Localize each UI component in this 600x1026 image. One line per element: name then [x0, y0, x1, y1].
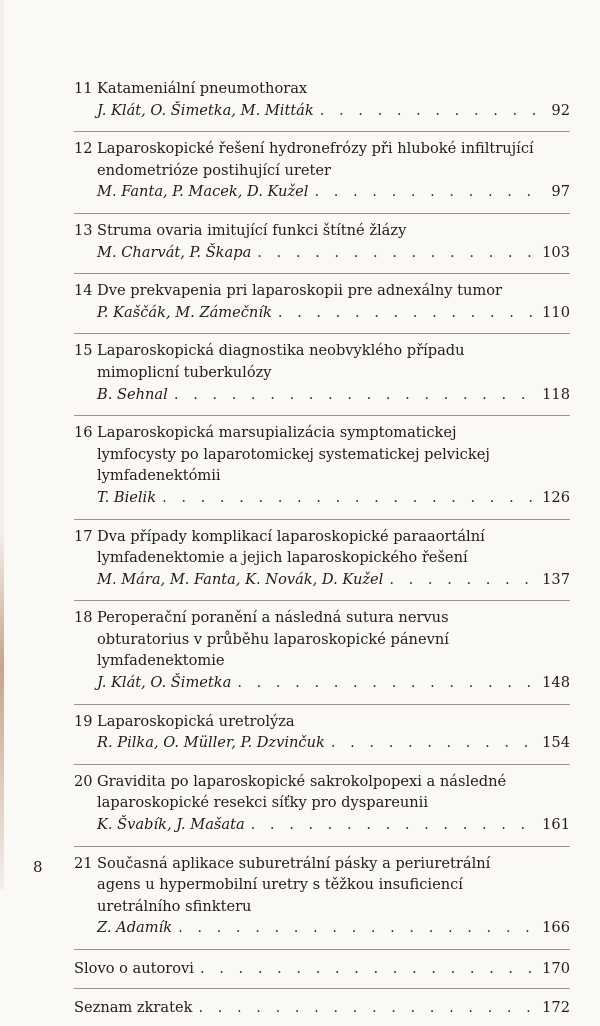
dot-leader: [251, 814, 536, 836]
author-line: [97, 569, 570, 591]
toc-title-line: [74, 280, 570, 302]
extra-page: 172: [542, 998, 570, 1016]
chapter-authors: M. Fanta, P. Macek, D. Kužel: [97, 183, 309, 201]
chapter-authors: K. Švabík, J. Mašata: [97, 816, 245, 834]
extra-line: [74, 997, 570, 1019]
toc-title-line: [74, 853, 570, 875]
chapter-title: Současná aplikace suburetrální pásky a periuretrální: [97, 854, 491, 872]
toc-title-line: [74, 629, 570, 651]
toc-entry: [74, 131, 570, 213]
author-line: [97, 100, 570, 122]
toc-entry: [74, 600, 570, 703]
chapter-title: lymfadenektomie a jejich laparoskopického řešení: [97, 549, 468, 567]
dot-leader: [257, 242, 536, 264]
chapter-page: 137: [542, 570, 570, 588]
table-of-contents: [74, 78, 570, 1026]
author-line: [97, 732, 570, 754]
toc-title-line: [74, 526, 570, 548]
page-edge: [0, 0, 4, 889]
chapter-title: Struma ovaria imitující funkci štítné žlázy: [97, 221, 407, 239]
toc-title-line: [74, 711, 570, 733]
chapter-number: [74, 444, 97, 466]
dot-leader: [331, 732, 536, 754]
chapter-number: 17: [74, 527, 93, 545]
toc-title-line: [74, 896, 570, 918]
chapter-number: 11: [74, 80, 93, 97]
chapter-page: 97: [551, 183, 570, 201]
dot-leader: [320, 100, 538, 122]
chapter-title: Laparoskopické řešení hydronefrózy při hluboké infiltrující: [97, 140, 534, 158]
toc-title-line: [74, 771, 570, 793]
dot-leader: [174, 384, 536, 406]
chapter-authors: Z. Adamík: [97, 919, 173, 937]
chapter-title: obturatorius v průběhu laparoskopické pánevní: [97, 630, 449, 648]
toc-title-line: [74, 138, 570, 160]
toc-entry: [74, 415, 570, 518]
chapter-title: mimoplicní tuberkulózy: [97, 363, 272, 381]
chapter-number: [74, 547, 97, 569]
chapter-page: 148: [542, 674, 570, 692]
toc-title-line: [74, 220, 570, 242]
chapter-title: agens u hypermobilní uretry s těžkou insuficiencí: [97, 876, 463, 894]
toc-entry: [74, 704, 570, 764]
toc-title-line: [74, 607, 570, 629]
chapter-number: [74, 792, 97, 814]
author-line: [97, 487, 570, 509]
chapter-title: lymfadenektomie: [97, 652, 225, 670]
chapter-authors: M. Mára, M. Fanta, K. Novák, D. Kužel: [97, 570, 384, 588]
toc-title-line: [74, 78, 570, 100]
chapter-title: lymfocysty po laparotomickej systematickej pelvickej: [97, 445, 490, 463]
toc-title-line: [74, 362, 570, 384]
dot-leader: [278, 302, 536, 324]
chapter-number: [74, 896, 97, 918]
toc-entry: [74, 213, 570, 273]
toc-title-line: [74, 547, 570, 569]
chapter-number: 12: [74, 140, 93, 158]
toc-title-line: [74, 160, 570, 182]
chapter-title: lymfadenektómii: [97, 467, 221, 485]
chapter-page: 161: [542, 816, 570, 834]
author-line: [97, 302, 570, 324]
chapter-authors: J. Klát, O. Šimetka: [97, 674, 232, 692]
extra-title: Slovo o autorovi: [74, 960, 194, 977]
dot-leader: [237, 672, 536, 694]
chapter-authors: P. Kaščák, M. Zámečník: [97, 303, 272, 321]
toc-entry-extra: [74, 988, 570, 1026]
chapter-page: 126: [542, 488, 570, 506]
toc-title-line: [74, 792, 570, 814]
chapter-number: 18: [74, 609, 93, 627]
chapter-number: 20: [74, 772, 93, 790]
chapter-authors: T. Bielik: [97, 488, 157, 506]
toc-entry: [74, 764, 570, 846]
toc-entry: [74, 78, 570, 131]
extra-line: [74, 958, 570, 980]
dot-leader: [200, 958, 536, 980]
toc-title-line: [74, 444, 570, 466]
author-line: [97, 384, 570, 406]
dot-leader: [389, 569, 536, 591]
chapter-number: [74, 650, 97, 672]
chapter-number: [74, 629, 97, 651]
chapter-number: [74, 362, 97, 384]
chapter-page: 118: [542, 385, 570, 403]
author-line: [97, 181, 570, 203]
author-line: [97, 242, 570, 264]
chapter-title: uretrálního sfinkteru: [97, 897, 252, 915]
toc-entry: [74, 519, 570, 601]
dot-leader: [198, 997, 536, 1019]
chapter-authors: B. Sehnal: [97, 385, 168, 403]
chapter-number: [74, 874, 97, 896]
extra-title: Seznam zkratek: [74, 998, 193, 1016]
toc-entry-extra: [74, 949, 570, 988]
toc-title-line: [74, 465, 570, 487]
chapter-title: Peroperační poranění a následná sutura nervus: [97, 609, 449, 627]
chapter-authors: M. Charvát, P. Škapa: [97, 243, 252, 261]
chapter-number: 15: [74, 342, 93, 360]
chapter-number: 19: [74, 712, 93, 730]
chapter-number: [74, 160, 97, 182]
chapter-authors: J. Klát, O. Šimetka, M. Mitták: [97, 101, 314, 119]
chapter-number: [74, 465, 97, 487]
toc-title-line: [74, 340, 570, 362]
chapter-title: Dva případy komplikací laparoskopické paraaortální: [97, 527, 485, 545]
chapter-title: laparoskopické resekci síťky pro dyspareunii: [97, 794, 429, 812]
toc-title-line: [74, 650, 570, 672]
chapter-authors: R. Pilka, O. Müller, P. Dzvinčuk: [97, 734, 325, 752]
toc-title-line: [74, 422, 570, 444]
chapter-number: 13: [74, 221, 93, 239]
dot-leader: [314, 181, 538, 203]
author-line: [97, 917, 570, 939]
chapter-title: Laparoskopická marsupializácia symptomatickej: [97, 424, 457, 442]
chapter-page: 92: [551, 101, 570, 119]
chapter-number: 16: [74, 424, 93, 442]
chapter-title: Laparoskopická diagnostika neobvyklého případu: [97, 342, 465, 360]
chapter-title: Laparoskopická uretrolýza: [97, 712, 295, 730]
chapter-title: Katameniální pneumothorax: [97, 80, 308, 97]
page-number: 8: [33, 858, 43, 876]
author-line: [97, 814, 570, 836]
chapter-number: 21: [74, 854, 93, 872]
extra-page: 170: [542, 960, 570, 977]
toc-entry: [74, 846, 570, 949]
toc-entry: [74, 333, 570, 415]
dot-leader: [178, 917, 536, 939]
chapter-number: 14: [74, 282, 93, 300]
chapter-page: 166: [542, 919, 570, 937]
chapter-page: 154: [542, 734, 570, 752]
dot-leader: [162, 487, 536, 509]
toc-title-line: [74, 874, 570, 896]
chapter-title: Dve prekvapenia pri laparoskopii pre adnexálny tumor: [97, 282, 502, 300]
chapter-page: 103: [542, 243, 570, 261]
chapter-title: endometrióze postihující ureter: [97, 161, 332, 179]
chapter-page: 110: [542, 303, 570, 321]
author-line: [97, 672, 570, 694]
chapter-title: Gravidita po laparoskopické sakrokolpopexi a následné: [97, 772, 507, 790]
toc-entry: [74, 273, 570, 333]
